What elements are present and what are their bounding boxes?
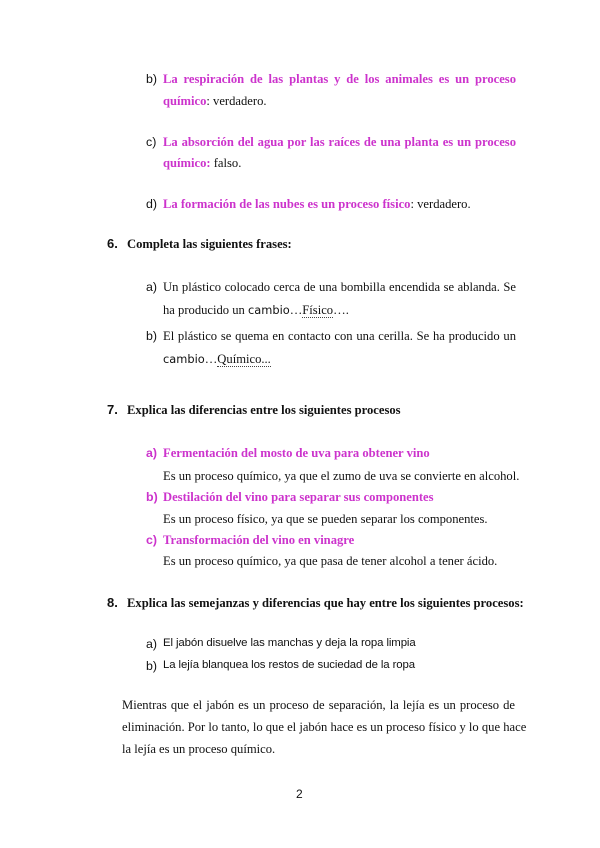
item-label-8b: b)	[146, 659, 158, 673]
question-title-8: Explica las semejanzas y diferencias que hay entre los siguientes procesos:	[127, 596, 524, 610]
answer-6b: Químico...	[217, 352, 271, 366]
item-label-6b: b)	[146, 329, 158, 343]
item-label-5b: b)	[146, 72, 158, 86]
process-answer-7b: Es un proceso físico, ya que se pueden separar los componentes.	[163, 512, 488, 526]
item-label-8a: a)	[146, 637, 158, 651]
process-answer-7a: Es un proceso químico, ya que el zumo de uva se convierte en alcohol.	[163, 469, 520, 483]
statement-5b-line1: La respiración de las plantas y de los animales es un proceso	[163, 72, 516, 86]
question-number-7: 7.	[107, 402, 118, 417]
statement-5b-line2: químico: verdadero.	[163, 94, 267, 108]
question-title-7: Explica las diferencias entre los siguientes procesos	[127, 403, 401, 417]
item-label-7b: b)	[146, 490, 158, 504]
item-label-5c: c)	[146, 135, 157, 149]
statement-5c-line2: químico: falso.	[163, 156, 242, 170]
sentence-6a-line1: Un plástico colocado cerca de una bombilla encendida se ablanda. Se	[163, 280, 516, 294]
question-title-6: Completa las siguientes frases:	[127, 237, 292, 251]
question-number-6: 6.	[107, 236, 118, 251]
process-8a: El jabón disuelve las manchas y deja la ropa limpia	[163, 637, 416, 649]
sentence-6b-line1: El plástico se quema en contacto con una cerilla. Se ha producido un	[163, 329, 516, 343]
sentence-6b-line2: cambio…Químico...	[163, 352, 271, 366]
answer-5c: falso.	[210, 156, 242, 170]
statement-5c-line1: La absorción del agua por las raíces de una planta es un proceso	[163, 135, 516, 149]
item-label-5d: d)	[146, 197, 158, 211]
sentence-6a-line2: ha producido un cambio…Físico….	[163, 303, 349, 317]
answer-5d: : verdadero.	[410, 197, 471, 211]
statement-5d: La formación de las nubes es un proceso físico: verdadero.	[163, 197, 471, 211]
answer-paragraph-line-3: la lejía es un proceso químico.	[122, 742, 276, 756]
answer-paragraph-line-2: eliminación. Por lo tanto, lo que el jabón hace es un proceso físico y lo que hace	[122, 720, 527, 734]
process-8b: La lejía blanquea los restos de suciedad de la ropa	[163, 659, 416, 671]
process-heading-7c: Transformación del vino en vinagre	[163, 533, 355, 547]
process-heading-7b: Destilación del vino para separar sus componentes	[163, 490, 434, 504]
item-label-7a: a)	[146, 446, 158, 460]
process-heading-7a: Fermentación del mosto de uva para obtener vino	[163, 446, 430, 460]
page-number: 2	[296, 787, 303, 801]
answer-5b: : verdadero.	[206, 94, 267, 108]
question-number-8: 8.	[107, 595, 118, 610]
answer-paragraph-line-1: Mientras que el jabón es un proceso de separación, la lejía es un proceso de	[122, 698, 515, 712]
item-label-7c: c)	[146, 533, 158, 547]
item-label-6a: a)	[146, 280, 158, 294]
process-answer-7c: Es un proceso químico, ya que pasa de tener alcohol a tener ácido.	[163, 554, 498, 568]
answer-6a: Físico	[302, 303, 334, 317]
